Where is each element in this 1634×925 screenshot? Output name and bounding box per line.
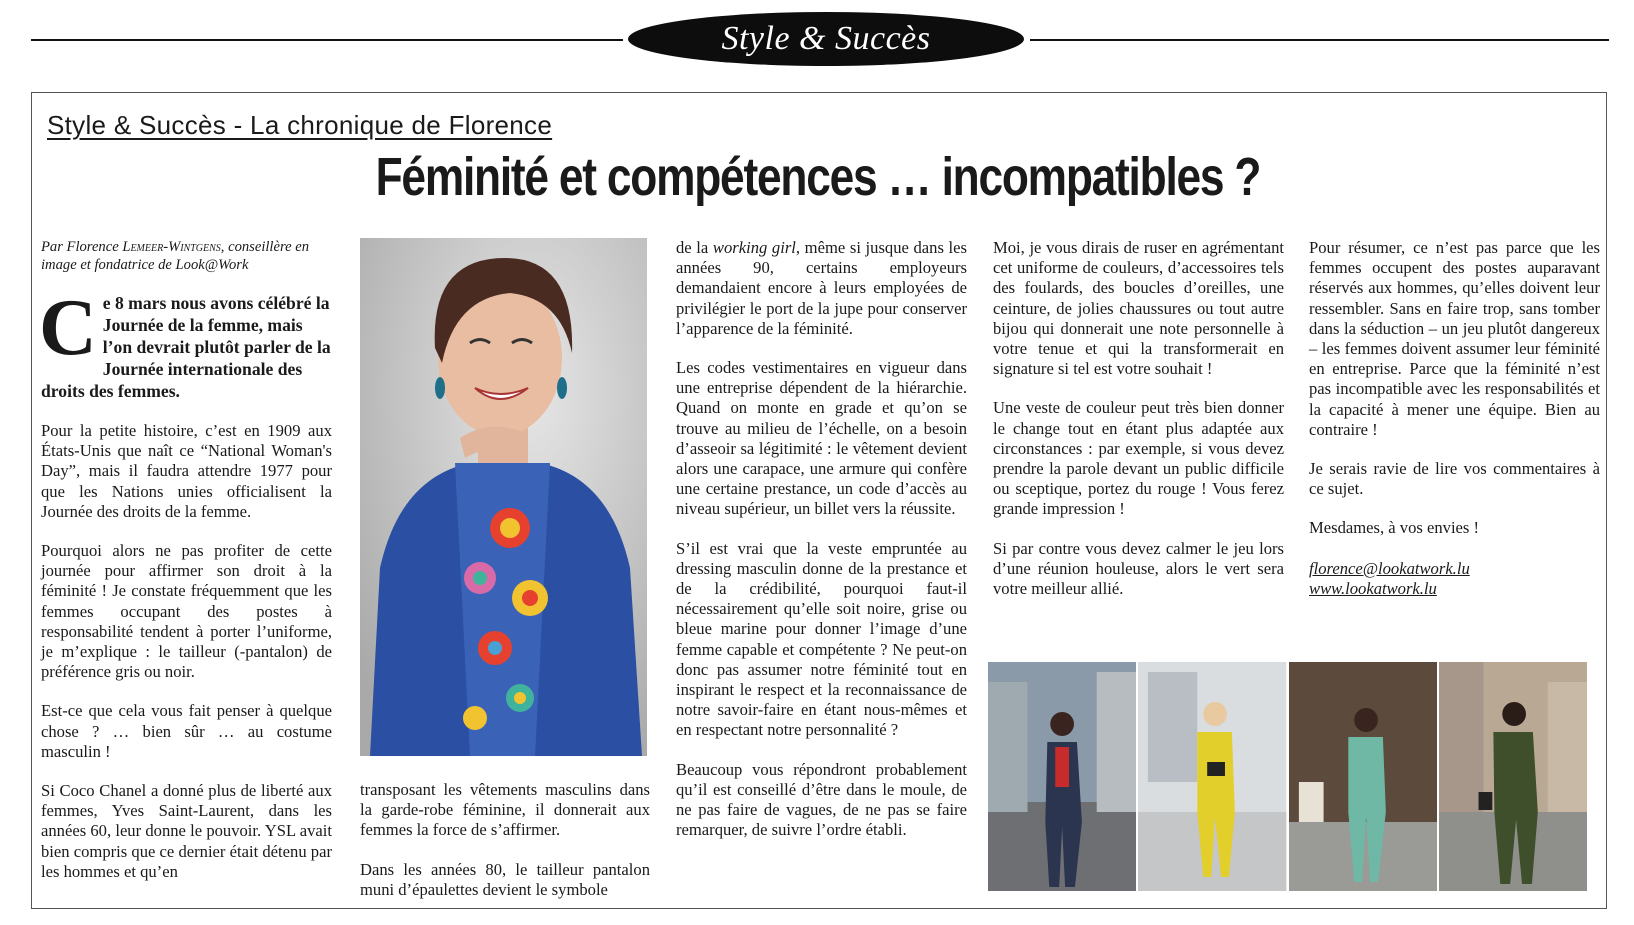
paragraph: Beaucoup vous répondront probablement qu’il est conseillé d’être dans le moule, de ne pas faire de vagues, de ne pas se faire remarquer, de suivre l’ordre établi.	[676, 759, 967, 840]
article-headline: Féminité et compétences … incompatibles ?	[375, 147, 1261, 207]
lead-text: e 8 mars nous avons célébré la Journée de la femme, mais l’on devrait plutôt parler de la Journée internationale des droits des femmes.	[41, 293, 331, 401]
fashion-photo-strip	[988, 662, 1587, 891]
fashion-photo-3	[1289, 662, 1437, 891]
byline-prefix: Par Florence	[41, 239, 119, 255]
section-banner: Style & Succès	[628, 12, 1024, 66]
author-portrait	[360, 238, 647, 756]
column-5	[1309, 238, 1600, 599]
paragraph: Une veste de couleur peut très bien donner le change tout en étant plus adaptée aux circonstances : par exemple, si vous devez prendre la parole devant un public difficile ou sceptique, portez du rouge ! Vous ferez grande impression !	[993, 398, 1284, 519]
column-4	[993, 238, 1284, 618]
column-1	[41, 238, 332, 901]
paragraph: Pour la petite histoire, c’est en 1909 aux États-Unis que naît ce “National Woman's Day”, mais il faudra attendre 1977 pour que les Nations unies officialisent la Journée des droits de la femme.	[41, 421, 332, 521]
text-span: , même si jusque dans les années 90, certains employeurs demandaient encore à leurs employées de privilégier le port de la jupe pour conserver l’apparence de la féminité.	[676, 238, 967, 338]
fashion-photo-2	[1138, 662, 1286, 891]
paragraph: Dans les années 80, le tailleur pantalon muni d’épaulettes devient le symbole	[360, 859, 650, 899]
fashion-photo-4	[1439, 662, 1587, 891]
paragraph: Si par contre vous devez calmer le jeu lors d’une réunion houleuse, alors le vert sera votre meilleur allié.	[993, 538, 1284, 599]
paragraph: Mesdames, à vos envies !	[1309, 518, 1480, 538]
paragraph: Moi, je vous dirais de ruser en agrémentant cet uniforme de couleurs, d’accessoires tels des foulards, des boucles d’oreilles, une ceinture, de jolies chaussures ou tout autre bijou qui donnerait une note personnelle à votre tenue et qui la transformerait en signature si tel est votre souhait !	[993, 238, 1284, 379]
paragraph: S’il est vrai que la veste empruntée au dressing masculin donne de la prestance et de la crédibilité, pourquoi faut-il nécessairement qu’elle soit noire, grise ou bleue marine pour donner l’image d’une femme capable et compétente ? Ne peut-on donc pas assumer notre féminité tout en inspirant le respect et la reconnaissance de notre savoir-faire en étant nous-mêmes et en respectant notre personnalité ?	[676, 538, 967, 740]
header-rule-right	[1030, 39, 1609, 41]
paragraph: Est-ce que cela vous fait penser à quelque chose ? … bien sûr … au costume masculin !	[41, 701, 332, 761]
paragraph: Pourquoi alors ne pas profiter de cette journée pour affirmer son droit à la féminité ! Je constate fréquemment que les femmes occupant des postes à responsabilité tendent à porter l’uniforme, je m’explique : le tailleur (-pantalon) de préférence gris ou noir.	[41, 541, 332, 682]
text-span: de la	[676, 238, 713, 257]
column-2	[360, 780, 650, 919]
paragraph: Pour résumer, ce n’est pas parce que les femmes occupent des postes auparavant réservés aux hommes, qu’elles doivent leur ressembler. Sans en faire trop, sans tomber dans la séduction – un jeu plutôt dangereux – les femmes doivent assumer leur féminité en entreprise. Parce que la féminité n’est pas incompatible avec les responsabilités et la capacité à mener une équipe. Bien au contraire !	[1309, 238, 1600, 439]
drop-cap: C	[39, 284, 97, 372]
paragraph: Je serais ravie de lire vos commentaires à ce sujet.	[1309, 459, 1600, 499]
byline	[41, 238, 332, 274]
fashion-photo-1	[988, 662, 1136, 891]
paragraph: transposant les vêtements masculins dans la garde-robe féminine, il donnerait aux femmes la force de s’affirmer.	[360, 780, 650, 840]
website-link[interactable]: www.lookatwork.lu	[1309, 578, 1437, 598]
emphasis: working girl	[712, 238, 796, 257]
paragraph: Les codes vestimentaires en vigueur dans une entreprise dépendent de la hiérarchie. Quand on monte en grade et qu’on se trouve au milieu de l’échelle, on a besoin d’asseoir sa légitimité : le vêtement devient alors une carapace, une armure qui confère une certaine prestance, un code d’accès au niveau supérieur, un billet vers la réussite.	[676, 358, 967, 519]
column-3	[676, 238, 967, 859]
column-kicker: Style & Succès - La chronique de Florence	[47, 110, 553, 140]
byline-suffix: , conseillère en image et fondatrice de Look@Work	[41, 239, 310, 273]
paragraph	[676, 238, 967, 339]
lead-paragraph	[39, 284, 332, 402]
header-rule-left	[31, 39, 623, 41]
byline-author: Lemeer-Wintgens	[122, 239, 221, 255]
paragraph: Si Coco Chanel a donné plus de liberté aux femmes, Yves Saint-Laurent, dans les années 60, leur donne le pouvoir. YSL avait bien compris que ce dernier était détenu par les hommes et qu’en	[41, 781, 332, 881]
email-link[interactable]: florence@lookatwork.lu	[1309, 558, 1470, 578]
